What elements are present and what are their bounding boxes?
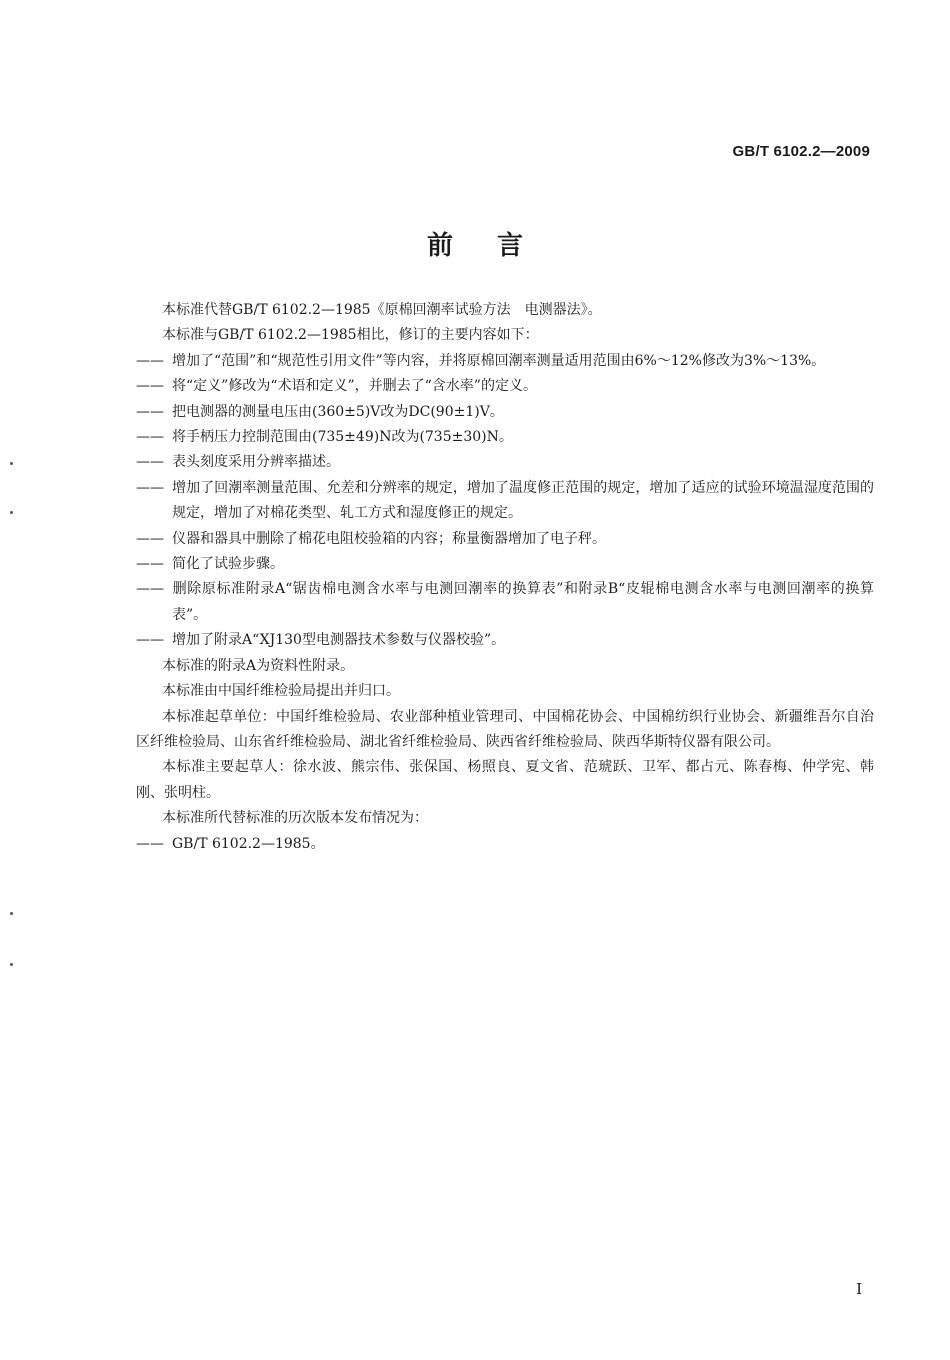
change-item (136, 374, 874, 399)
change-item (136, 628, 874, 653)
paragraph-replaces: 本标准代替GB/T 6102.2—1985《原棉回潮率试验方法 电测器法》。 (162, 302, 602, 318)
paragraph-changes-intro: 本标准与GB/T 6102.2—1985相比，修订的主要内容如下： (162, 327, 539, 344)
paragraph-drafting-units: 本标准起草单位：中国纤维检验局、农业部种植业管理司、中国棉花协会、中国棉纺织行业协会、新疆维吾尔自治区纤维检验局、山东省纤维检验局、湖北省纤维检验局、陕西省纤维检验局、陕西华斯特仪器有限公司。 (136, 708, 874, 750)
change-item (136, 400, 874, 425)
paragraph-proposer: 本标准由中国纤维检验局提出并归口。 (162, 683, 400, 700)
dash-marker: —— (136, 378, 164, 395)
change-item (136, 476, 874, 527)
dash-marker: —— (136, 632, 164, 649)
scan-dot (10, 511, 13, 514)
change-item-text: 将手柄压力控制范围由(735±49)N改为(735±30)N。 (172, 429, 513, 446)
change-item (136, 527, 874, 552)
dash-marker: —— (136, 454, 164, 471)
page-title: 前言 (426, 231, 567, 261)
scan-dot (10, 912, 13, 915)
standard-number: GB/T 6102.2—2009 (732, 143, 870, 160)
scan-dot (10, 963, 13, 966)
change-item-text: 表头刻度采用分辨率描述。 (172, 454, 340, 471)
dash-marker: —— (136, 429, 164, 446)
dash-marker: —— (136, 479, 164, 496)
scan-dot (10, 462, 13, 465)
change-item-text: 删除原标准附录A“锯齿棉电测含水率与电测回潮率的换算表”和附录B“皮辊棉电测含水率与电测回潮率的换算表”。 (172, 581, 874, 623)
paragraph-appendix-note: 本标准的附录A为资料性附录。 (162, 657, 355, 674)
dash-marker: —— (136, 352, 164, 369)
change-item-text: 增加了附录A“XJ130型电测器技术参数与仪器校验”。 (172, 632, 506, 649)
paragraph-drafters: 本标准主要起草人：徐水波、熊宗伟、张保国、杨照良、夏文省、范琥跃、卫军、都占元、陈春梅、仲学宪、韩刚、张明柱。 (136, 759, 874, 801)
change-item-text: 把电测器的测量电压由(360±5)V改为DC(90±1)V。 (172, 403, 504, 420)
change-item (136, 349, 874, 374)
foreword-body (136, 298, 874, 857)
dash-marker: —— (136, 403, 164, 420)
change-item (136, 450, 874, 475)
change-item-text: 将“定义”修改为“术语和定义”，并删去了“含水率”的定义。 (172, 378, 537, 395)
change-item (136, 552, 874, 577)
dash-marker: —— (136, 581, 164, 598)
dash-marker: —— (136, 835, 164, 852)
page-number: I (856, 1280, 862, 1298)
history-item-text: GB/T 6102.2—1985。 (172, 835, 325, 852)
change-item-text: 增加了回潮率测量范围、允差和分辨率的规定，增加了温度修正范围的规定，增加了适应的试验环境温湿度范围的规定，增加了对棉花类型、轧工方式和湿度修正的规定。 (172, 479, 874, 522)
history-item (136, 832, 874, 857)
change-item-text: 仪器和器具中删除了棉花电阻校验箱的内容；称量衡器增加了电子秤。 (172, 530, 606, 547)
change-item-text: 简化了试验步骤。 (172, 556, 284, 573)
change-item (136, 577, 874, 628)
change-item-text: 增加了“范围”和“规范性引用文件”等内容，并将原棉回潮率测量适用范围由6%～12%修改为3%～13%。 (172, 352, 826, 369)
dash-marker: —— (136, 556, 164, 573)
dash-marker: —— (136, 530, 164, 547)
change-item (136, 425, 874, 450)
paragraph-history-intro: 本标准所代替标准的历次版本发布情况为： (162, 810, 428, 827)
